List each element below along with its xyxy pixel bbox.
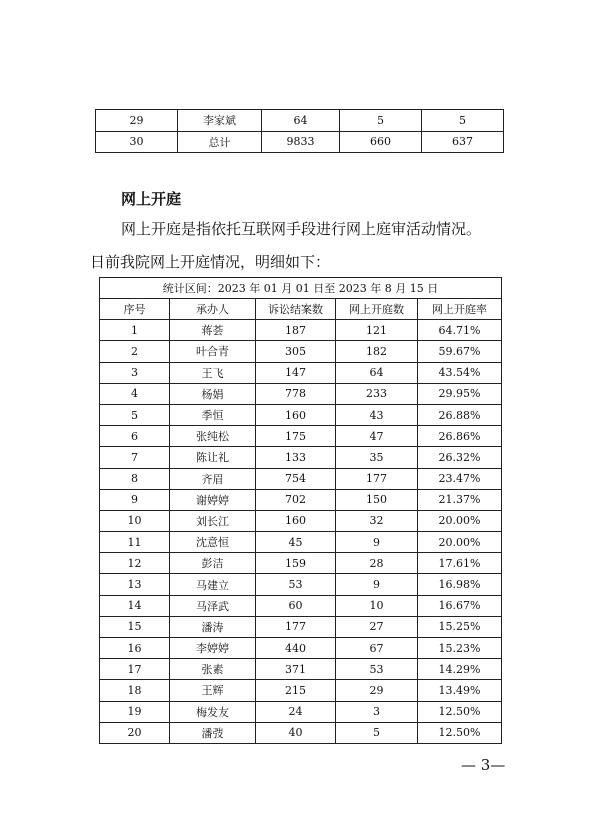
top-table-body [96,110,504,153]
caption-row [100,278,502,299]
table-cell: 150 [336,489,418,510]
table-cell: 182 [336,341,418,362]
table-cell: 杨娟 [170,383,256,404]
table-cell: 刘长江 [170,510,256,531]
table-cell: 齐眉 [170,468,256,489]
table-row [96,110,504,132]
table-cell: 16.67% [418,595,502,616]
table-cell: 张纯松 [170,426,256,447]
table-cell: 26.86% [418,426,502,447]
table-cell: 12.50% [418,722,502,743]
section-title: 网上开庭 [121,190,182,208]
table-cell: 王飞 [170,362,256,383]
table-cell: 5 [336,722,418,743]
header-cell: 网上开庭率 [418,299,502,320]
table-cell: 李婷婷 [170,638,256,659]
table-cell: 160 [256,404,336,425]
table-cell: 20 [100,722,170,743]
table-row [100,701,502,722]
table-cell: 6 [100,426,170,447]
table-cell: 371 [256,659,336,680]
table-row [100,362,502,383]
table-row [100,383,502,404]
table-cell: 53 [256,574,336,595]
table-row [100,426,502,447]
table-cell: 潘弢 [170,722,256,743]
table-cell: 754 [256,468,336,489]
online-hearing-table-body [100,320,502,744]
table-cell: 67 [336,638,418,659]
table-cell: 5 [340,110,422,132]
table-row [100,532,502,553]
table-cell: 28 [336,553,418,574]
table-row [96,131,504,153]
table-cell: 沈意恒 [170,532,256,553]
table-row [100,595,502,616]
table-cell: 13.49% [418,680,502,701]
table-row [100,510,502,531]
table-cell: 21.37% [418,489,502,510]
table-cell: 16 [100,638,170,659]
table-cell: 彭洁 [170,553,256,574]
table-cell: 8 [100,468,170,489]
table-cell: 47 [336,426,418,447]
table-cell: 3 [100,362,170,383]
top-table [95,109,504,153]
table-cell: 15 [100,616,170,637]
table-cell: 305 [256,341,336,362]
table-cell: 9833 [262,131,340,153]
table-cell: 12 [100,553,170,574]
table-cell: 14.29% [418,659,502,680]
table-cell: 9 [336,532,418,553]
table-row [100,616,502,637]
table-cell: 43.54% [418,362,502,383]
table-cell: 32 [336,510,418,531]
table-cell: 43 [336,404,418,425]
header-cell: 承办人 [170,299,256,320]
table-row [100,341,502,362]
table-cell: 35 [336,447,418,468]
table-row [100,659,502,680]
table-row [100,447,502,468]
table-cell: 15.23% [418,638,502,659]
paragraph-intro: 网上开庭是指依托互联网手段进行网上庭审活动情况。 [121,220,482,238]
table-cell: 26.32% [418,447,502,468]
table-cell: 64 [262,110,340,132]
table-cell: 11 [100,532,170,553]
table-cell: 9 [100,489,170,510]
table-cell: 660 [340,131,422,153]
table-cell: 702 [256,489,336,510]
table-cell: 59.67% [418,341,502,362]
table-cell: 440 [256,638,336,659]
paragraph-detail: 日前我院网上开庭情况，明细如下： [90,253,331,271]
table-cell: 30 [96,131,178,153]
table-cell: 谢婷婷 [170,489,256,510]
table-cell: 王辉 [170,680,256,701]
table-cell: 4 [100,383,170,404]
table-row [100,468,502,489]
table-cell: 张素 [170,659,256,680]
table-cell: 潘涛 [170,616,256,637]
table-row [100,320,502,341]
table-cell: 64.71% [418,320,502,341]
table-cell: 5 [100,404,170,425]
table-cell: 17.61% [418,553,502,574]
page-number: — 3— [461,756,506,774]
table-cell: 29.95% [418,383,502,404]
table-cell: 1 [100,320,170,341]
table-cell: 5 [422,110,504,132]
table-row [100,404,502,425]
table-caption: 统计区间：2023 年 01 月 01 日至 2023 年 8 月 15 日 [100,278,502,299]
table-cell: 29 [336,680,418,701]
table-cell: 20.00% [418,532,502,553]
table-cell: 马建立 [170,574,256,595]
table-cell: 季恒 [170,404,256,425]
table-cell: 李家斌 [178,110,262,132]
table-cell: 177 [336,468,418,489]
table-cell: 175 [256,426,336,447]
header-cell: 诉讼结案数 [256,299,336,320]
table-cell: 23.47% [418,468,502,489]
table-cell: 7 [100,447,170,468]
table-cell: 17 [100,659,170,680]
table-cell: 233 [336,383,418,404]
table-row [100,722,502,743]
table-row [100,553,502,574]
table-cell: 159 [256,553,336,574]
table-cell: 121 [336,320,418,341]
table-cell: 18 [100,680,170,701]
table-cell: 24 [256,701,336,722]
table-cell: 45 [256,532,336,553]
table-cell: 15.25% [418,616,502,637]
table-cell: 2 [100,341,170,362]
table-cell: 陈让礼 [170,447,256,468]
table-cell: 147 [256,362,336,383]
table-row [100,574,502,595]
table-row [100,680,502,701]
table-cell: 20.00% [418,510,502,531]
table-cell: 12.50% [418,701,502,722]
table-cell: 60 [256,595,336,616]
table-cell: 177 [256,616,336,637]
header-cell: 序号 [100,299,170,320]
table-cell: 梅发友 [170,701,256,722]
table-cell: 马泽武 [170,595,256,616]
table-cell: 778 [256,383,336,404]
table-cell: 14 [100,595,170,616]
table-cell: 53 [336,659,418,680]
table-cell: 637 [422,131,504,153]
table-cell: 10 [336,595,418,616]
table-cell: 总计 [178,131,262,153]
table-cell: 26.88% [418,404,502,425]
table-cell: 187 [256,320,336,341]
table-cell: 10 [100,510,170,531]
table-cell: 215 [256,680,336,701]
table-cell: 9 [336,574,418,595]
table-row [100,489,502,510]
table-cell: 27 [336,616,418,637]
table-cell: 蒋荟 [170,320,256,341]
table-cell: 64 [336,362,418,383]
table-cell: 133 [256,447,336,468]
table-cell: 19 [100,701,170,722]
table-cell: 13 [100,574,170,595]
table-cell: 160 [256,510,336,531]
header-cell: 网上开庭数 [336,299,418,320]
table-cell: 叶合青 [170,341,256,362]
header-row [100,299,502,320]
table-cell: 16.98% [418,574,502,595]
table-cell: 40 [256,722,336,743]
table-cell: 3 [336,701,418,722]
table-row [100,638,502,659]
table-cell: 29 [96,110,178,132]
online-hearing-table [99,277,502,744]
